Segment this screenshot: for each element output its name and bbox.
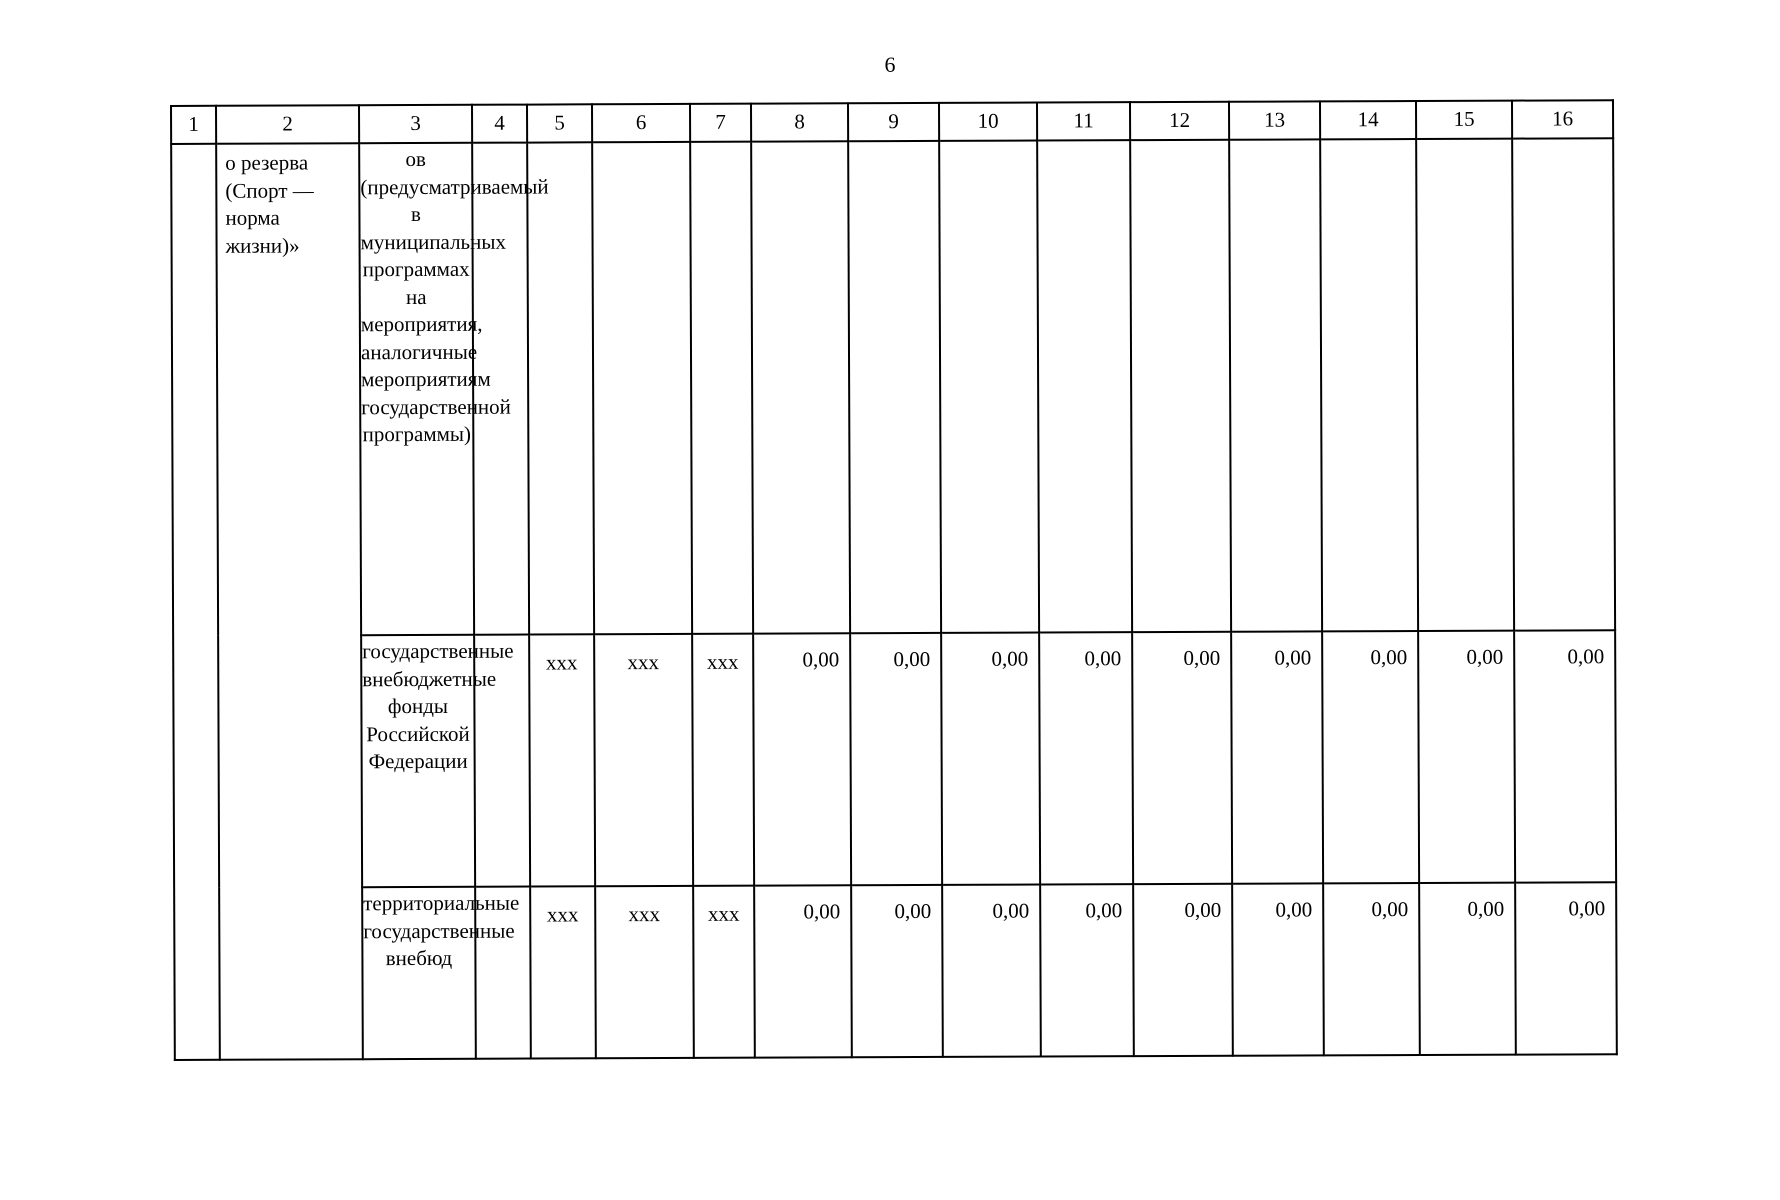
column-header: 1 — [171, 106, 216, 144]
table-cell: xxx — [692, 634, 754, 886]
funding-source-cell — [361, 635, 514, 887]
column-header: 11 — [1037, 102, 1130, 140]
value-cell — [1037, 140, 1132, 632]
funding-source: ов (предусматриваемый в муниципальных программах на мероприятия, аналогичные мероприятиям государственной программы) — [360, 146, 549, 447]
column-header: 2 — [216, 105, 359, 144]
column-header: 8 — [751, 103, 848, 141]
header-row — [171, 100, 1613, 144]
table-cell: xxx — [693, 886, 755, 1058]
column-header: 6 — [592, 104, 690, 142]
column-header: 5 — [527, 104, 592, 142]
value-cell — [1512, 138, 1615, 630]
program-name: о резерва (Спорт — норма жизни)» — [225, 150, 314, 258]
value-cell: 0,00 — [942, 885, 1041, 1057]
column-header: 7 — [690, 104, 751, 142]
table-row — [173, 630, 1616, 888]
value-cell: 0,00 — [1231, 631, 1323, 883]
value-cell: 0,00 — [1515, 882, 1617, 1054]
column-header: 12 — [1130, 102, 1229, 140]
value-cell: 0,00 — [1232, 883, 1324, 1055]
table-row — [171, 138, 1615, 636]
value-cell: 0,00 — [1322, 631, 1419, 883]
page-number: 6 — [884, 52, 896, 77]
value-cell: 0,00 — [851, 885, 943, 1057]
value-cell: 0,00 — [1418, 631, 1515, 883]
funding-source: государственные внебюджетные фонды Российской Федерации — [362, 638, 514, 774]
value-cell: 0,00 — [754, 885, 852, 1057]
value-cell — [751, 141, 850, 633]
table-cell: xxx — [595, 886, 694, 1058]
column-header: 10 — [939, 103, 1037, 141]
value-cell: 0,00 — [850, 633, 942, 885]
funding-source-cell — [359, 143, 549, 635]
value-cell — [1320, 139, 1418, 631]
funding-source-cell — [362, 887, 520, 1059]
value-cell: 0,00 — [1514, 630, 1616, 882]
value-cell: 0,00 — [1419, 883, 1516, 1055]
value-cell — [848, 141, 941, 633]
table-cell: xxx — [530, 886, 596, 1058]
table-row — [174, 882, 1617, 1060]
column-header: 14 — [1320, 101, 1416, 139]
table-cell — [527, 142, 594, 634]
table-cell: xxx — [594, 634, 693, 886]
value-cell: 0,00 — [1323, 883, 1420, 1055]
value-cell — [939, 141, 1039, 633]
value-cell: 0,00 — [1132, 632, 1232, 884]
row-number-cell — [171, 144, 220, 1060]
value-cell: 0,00 — [1039, 632, 1133, 884]
value-cell — [1130, 140, 1231, 632]
budget-table — [170, 99, 1618, 1061]
value-cell: 0,00 — [941, 633, 1040, 885]
table-cell: xxx — [529, 634, 595, 886]
value-cell: 0,00 — [1040, 884, 1134, 1056]
funding-source: территориальные государственные внебюд — [363, 890, 520, 971]
table-cell — [690, 142, 753, 634]
value-cell — [1416, 139, 1514, 631]
value-cell — [1229, 139, 1322, 631]
column-header: 4 — [472, 105, 527, 143]
column-header: 13 — [1229, 101, 1320, 139]
column-header: 3 — [359, 105, 472, 143]
column-header: 15 — [1416, 101, 1512, 139]
value-cell: 0,00 — [753, 633, 851, 885]
program-name-cell — [216, 143, 363, 1060]
column-header: 16 — [1512, 100, 1613, 138]
table-cell — [592, 142, 692, 634]
value-cell: 0,00 — [1133, 884, 1233, 1056]
column-header: 9 — [848, 103, 939, 141]
